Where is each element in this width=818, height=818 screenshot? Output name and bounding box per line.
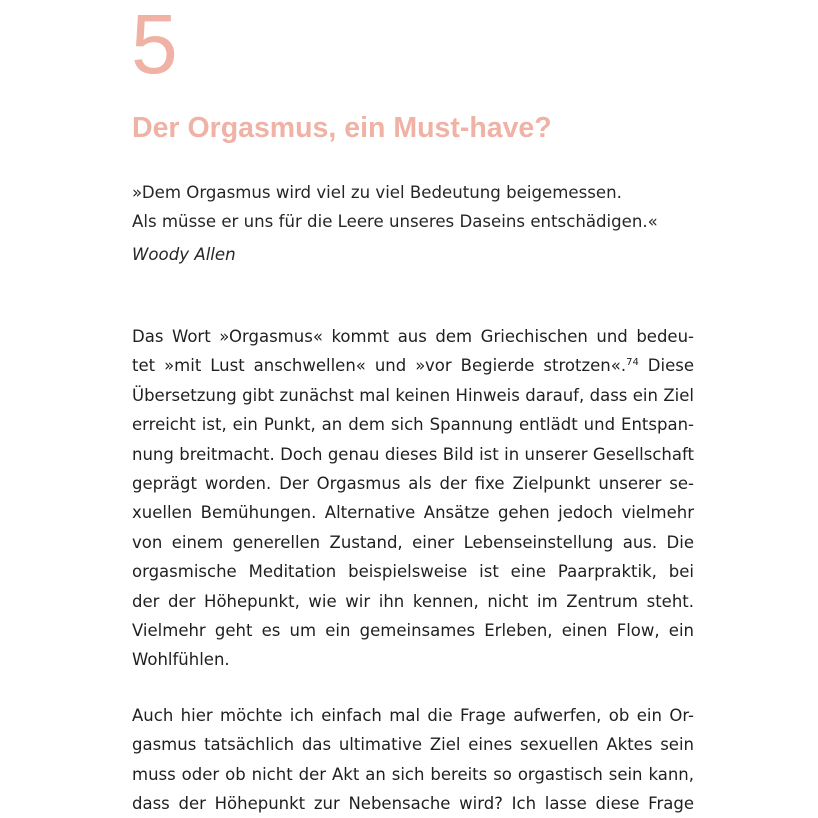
text-segment: Diese [647, 356, 694, 376]
epigraph-line: Als müsse er uns für die Leere unseres Daseins entschädigen.« [132, 212, 658, 231]
epigraph-line: »Dem Orgasmus wird viel zu viel Bedeutung beigemessen. [132, 183, 622, 202]
body-paragraph [132, 701, 694, 818]
text-line: xuellen Bemühungen. Alternative Ansätze gehen jedoch vielmehr [132, 503, 694, 523]
text-line: Wohlfühlen. [132, 650, 230, 670]
footnote-reference[interactable]: 74 [626, 357, 639, 369]
text-line: nung breitmacht. Doch genau dieses Bild ist in unserer Gesellschaft [132, 444, 694, 464]
text-line: geprägt worden. Der Orgasmus als der fixe Zielpunkt unserer se- [132, 473, 694, 493]
text-line: gasmus tatsächlich das ultimative Ziel eines sexuellen Aktes sein [132, 735, 694, 755]
text-line: von einem generellen Zustand, einer Lebenseinstellung aus. Die [132, 532, 694, 552]
body-paragraph [132, 322, 694, 675]
text-line: Auch hier möchte ich einfach mal die Frage aufwerfen, ob ein Or- [132, 706, 694, 725]
chapter-title: Der Orgasmus, ein Must-have? [132, 112, 552, 144]
text-segment: tet »mit Lust anschwellen« und »vor Begierde strotzen«. [132, 356, 627, 376]
text-line: Das Wort »Orgasmus« kommt aus dem Griechischen und bedeu- [132, 327, 694, 346]
text-line: orgasmische Meditation beispielsweise ist eine Paarpraktik, bei [132, 562, 694, 582]
text-line: dass der Höhepunkt zur Nebensache wird? Ich lasse diese Frage [132, 794, 694, 814]
text-line: muss oder ob nicht der Akt an sich bereits so orgastisch sein kann, [132, 764, 694, 784]
epigraph-author: Woody Allen [132, 245, 236, 264]
text-line: Vielmehr geht es um ein gemeinsames Erleben, einen Flow, ein [132, 620, 694, 640]
text-line: Übersetzung gibt zunächst mal keinen Hinweis darauf, dass ein Ziel [132, 385, 694, 405]
text-line: der der Höhepunkt, wie wir ihn kennen, nicht im Zentrum steht. [132, 591, 694, 611]
text-line [132, 351, 694, 380]
epigraph-quote [132, 178, 658, 236]
chapter-number: 5 [131, 0, 178, 91]
text-line: erreicht ist, ein Punkt, an dem sich Spannung entlädt und Entspan- [132, 415, 694, 435]
